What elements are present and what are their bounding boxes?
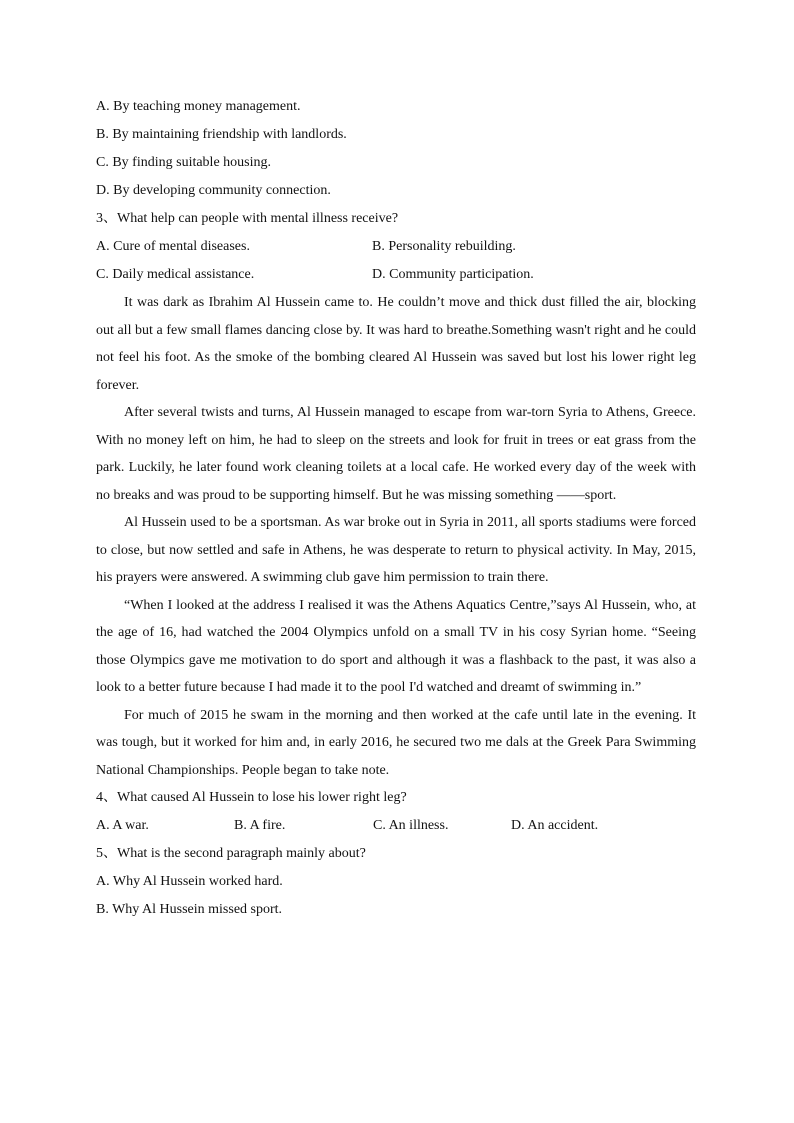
- q5-stem: 5、What is the second paragraph mainly about?: [96, 846, 366, 861]
- q4-option-b: B. A fire.: [234, 818, 286, 833]
- q5-option-b: B. Why Al Hussein missed sport.: [96, 902, 283, 917]
- q4-option-a: A. A war.: [96, 818, 149, 833]
- passage-paragraph-4: “When I looked at the address I realised it was the Athens Aquatics Centre,”says Al Hussein, who, at the age of 16, had watched the 2004 Olympics unfold on a small TV in his cosy Syrian home. “Seeing those Olympics gave me motivation to do sport and although it was a flashback to the past, it was also a look to a better future because I had made it to the pool I'd watched and dreamt of swimming in.”: [96, 597, 696, 695]
- q3-option-d: D. Community participation.: [372, 267, 534, 282]
- reading-passage: [96, 289, 696, 784]
- q3-option-a: A. Cure of mental diseases.: [96, 239, 250, 254]
- q4-option-d: D. An accident.: [511, 818, 599, 833]
- q2-option-b: B. By maintaining friendship with landlords.: [96, 127, 347, 142]
- passage-paragraph-5: For much of 2015 he swam in the morning and then worked at the cafe until late in the evening. It was tough, but it worked for him and, in early 2016, he secured two me dals at the Greek Para Swimming National Championships. People began to take note.: [96, 707, 696, 778]
- question-2-options: [96, 93, 696, 205]
- q3-option-b: B. Personality rebuilding.: [372, 239, 516, 254]
- question-4: [96, 784, 696, 840]
- question-3: [96, 205, 696, 289]
- q3-option-c: C. Daily medical assistance.: [96, 267, 255, 282]
- q5-option-a: A. Why Al Hussein worked hard.: [96, 874, 283, 889]
- question-5: [96, 840, 696, 924]
- q4-option-c: C. An illness.: [373, 818, 449, 833]
- q4-stem: 4、What caused Al Hussein to lose his lower right leg?: [96, 790, 407, 805]
- q2-option-c: C. By finding suitable housing.: [96, 155, 271, 170]
- passage-paragraph-1: It was dark as Ibrahim Al Hussein came to. He couldn’t move and thick dust filled the air, blocking out all but a few small flames dancing close by. It was hard to breathe.Something wasn't right and he could not feel his foot. As the smoke of the bombing cleared Al Hussein was saved but lost his lower right leg forever.: [96, 295, 696, 393]
- passage-paragraph-2: After several twists and turns, Al Hussein managed to escape from war-torn Syria to Athens, Greece. With no money left on him, he had to sleep on the streets and look for fruit in trees or eat grass from the park. Luckily, he later found work cleaning toilets at a local cafe. He worked every day of the week with no breaks and was proud to be supporting himself. But he was missing something ——sport.: [96, 405, 696, 503]
- passage-paragraph-3: Al Hussein used to be a sportsman. As war broke out in Syria in 2011, all sports stadiums were forced to close, but now settled and safe in Athens, he was desperate to return to physical activity. In May, 2015, his prayers were answered. A swimming club gave him permission to train there.: [96, 515, 696, 585]
- q3-stem: 3、What help can people with mental illness receive?: [96, 211, 399, 226]
- q2-option-d: D. By developing community connection.: [96, 183, 331, 198]
- q2-option-a: A. By teaching money management.: [96, 99, 301, 114]
- exam-page: [96, 93, 696, 924]
